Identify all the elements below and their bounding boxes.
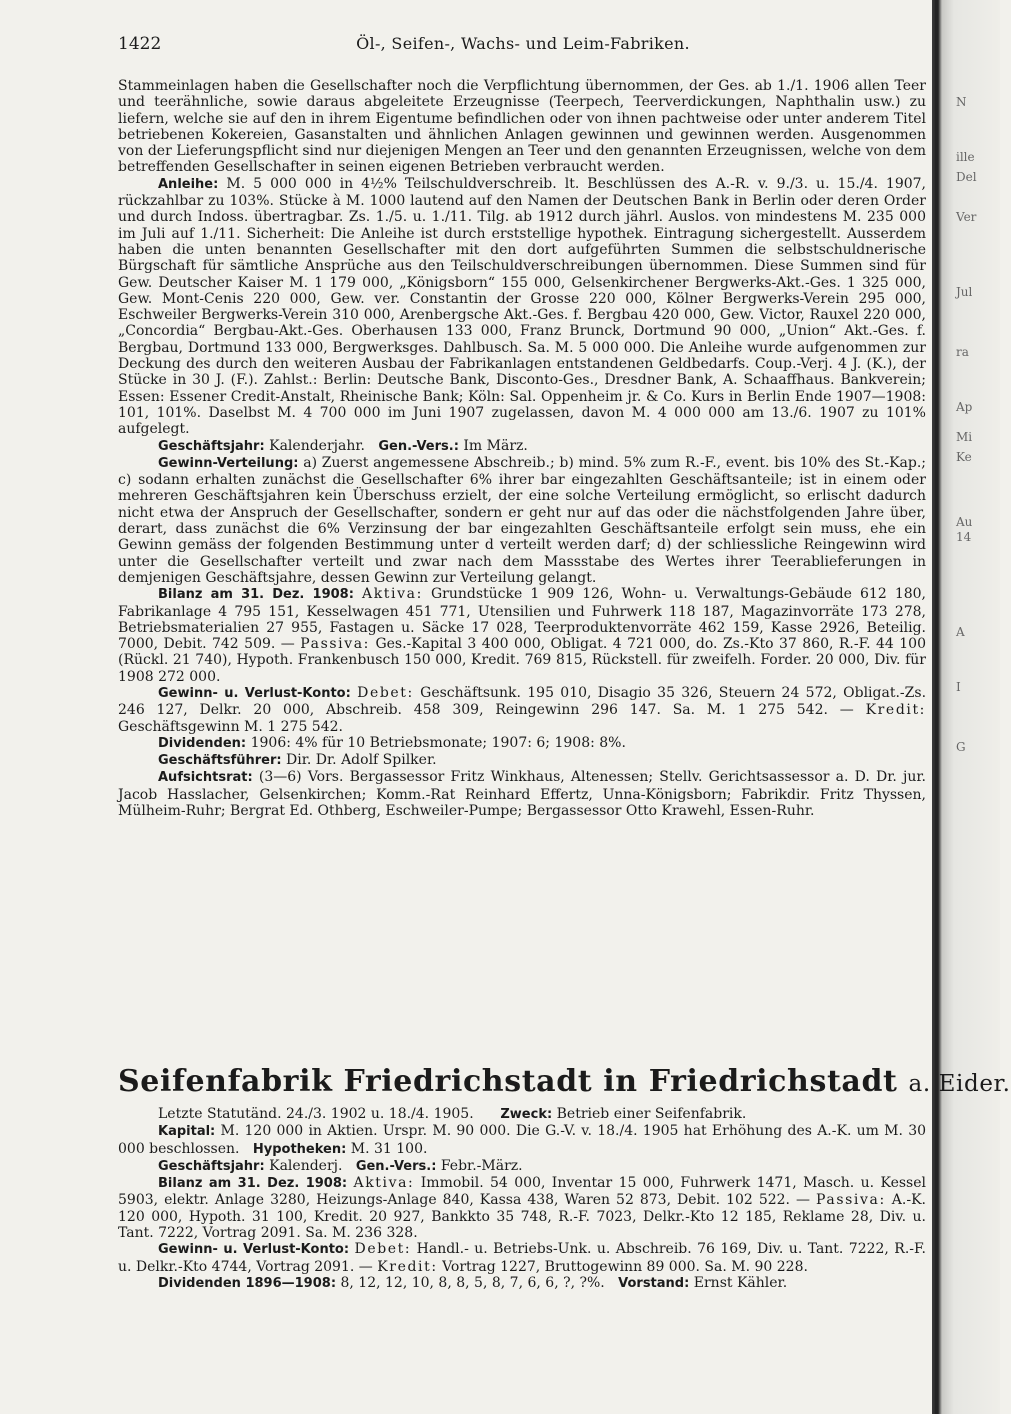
hypotheken-label: Hypotheken: <box>252 1141 347 1157</box>
guv-kredit: Geschäftsgewinn M. 1 275 542. <box>118 718 343 735</box>
dividenden-label: Dividenden: <box>158 735 247 751</box>
company-entry <box>118 1106 926 1292</box>
margin-fragment: ra <box>956 345 969 359</box>
aufsichtsrat-text: (3—6) Vors. Bergassessor Fritz Winkhaus, Altenessen; Stellv. Gerichtsassessor a. D. Dr. jur. Jacob Hasslacher, Gelsenkirchen; Komm.-Rat Reinhard Effertz, Unna-Königsborn; Fabrikdir. Fritz Thyssen, Mülheim-Ruhr; Bergrat Ed. Othberg, Eschweiler-Pumpe; Bergassessor Otto Krawehl, Essen-Ruhr. <box>118 769 927 820</box>
gv-label: Gen.-Vers.: <box>378 438 459 454</box>
bilanz-aktiva: Grundstücke 1 909 126, Wohn- u. Verwaltungs-Gebäude 612 180, Fabrikanlage 4 795 151, Kesselwagen 451 771, Utensilien und Fuhrwerk 118 187, Magazinvorräte 173 278, Betriebsmaterialien 27 955, Fastagen u. Säcke 17 028, Teerproduktenvorräte 462 159, Kasse 2926, Beteilig. 7000, Debit. 742 509. — <box>118 586 926 653</box>
dividenden2-label: Dividenden 1896—1908: <box>158 1275 337 1291</box>
dividenden-text: 1906: 4% für 10 Betriebsmonate; 1907: 6; 1908: 8%. <box>250 734 626 751</box>
bilanz2-label: Bilanz am 31. Dez. 1908: <box>158 1176 348 1192</box>
hypotheken-text: M. 31 100. <box>350 1140 428 1157</box>
margin-fragment: N <box>956 95 967 109</box>
kredit2-word: Kredit: <box>377 1258 438 1275</box>
anleihe-label: Anleihe: <box>158 176 219 192</box>
gj-label: Geschäftsjahr: <box>158 438 265 454</box>
guv2-label: Gewinn- u. Verlust-Konto: <box>158 1242 350 1258</box>
running-title: Öl-, Seifen-, Wachs- und Leim-Fabriken. <box>356 34 690 53</box>
bilanz-paragraph <box>118 586 926 685</box>
gv2-text: Febr.-März. <box>440 1157 523 1174</box>
page-header <box>118 34 928 58</box>
debet-word: Debet: <box>357 684 414 701</box>
debet2-word: Debet: <box>354 1241 412 1258</box>
gj-text: Kalenderjahr. <box>269 437 365 454</box>
bilanz-label: Bilanz am 31. Dez. 1908: <box>158 587 354 603</box>
statut-paragraph <box>118 1106 926 1123</box>
guv2-paragraph <box>118 1241 926 1275</box>
anleihe-text: M. 5 000 000 in 4½% Teilschuldverschreib. lt. Beschlüssen des A.-R. v. 9./3. u. 15./4. 1907, rückzahlbar zu 103%. Stücke à M. 1000 lautend auf den Namen der Deutschen Bank in Berlin oder deren Order und durch Indoss. übertragbar. Zs. 1./5. u. 1./11. Tilg. ab 1912 durch jährl. Auslos. von mindestens M. 235 000 im Juli auf 1./11. Sicherheit: Die Anleihe ist durch erststellige hypothek. Eintragung sichergestellt. Ausserdem haben die unten benannten Gesellschafter mit den dort aufgeführten Summen die selbstschuldnerische Bürgschaft für sämtliche Ansprüche aus den Teilschuldverschreibungen übernommen. Diese Summen sind für Gew. Deutscher Kaiser M. 1 179 000, „Königsborn“ 155 000, Gelsenkirchener Bergwerks-Akt.-Ges. 1 325 000, Gew. Mont-Cenis 220 000, Gew. ver. Constantin der Grosse 220 000, Kölner Bergwerks-Verein 295 000, Eschweiler Bergwerks-Verein 310 000, Arenbergsche Akt.-Ges. f. Bergbau 420 000, Gew. Victor, Rauxel 220 000, „Concordia“ Bergbau-Akt.-Ges. Oberhausen 133 000, Franz Brunck, Dortmund 90 000, „Union“ Akt.-Ges. f. Bergbau, Dortmund 133 000, Bergwerksges. Dahlbusch. Sa. M. 5 000 000. Die Anleihe wurde aufgenommen zur Deckung des durch den weiteren Ausbau der Fabrikanlagen entstandenen Geldbedarfs. Coup.-Verj. 4 J. (K.), der Stücke in 30 J. (F.). Zahlst.: Berlin: Deutsche Bank, Disconto-Ges., Dresdner Bank, A. Schaaffhaus. Bankverein; Essen: Essener Credit-Anstalt, Rheinische Bank; Köln: Sal. Oppenheim jr. & Co. Kurs in Berlin Ende 1907—1908: 101, 101%. Daselbst M. 4 700 000 im Juni 1907 zugelassen, davon M. 4 000 000 am 13./6. 1907 zu 101% aufgelegt. <box>118 175 926 438</box>
margin-fragment: Ap <box>956 400 973 414</box>
margin-fragment: ille <box>956 150 975 164</box>
margin-fragment: Au <box>956 515 973 529</box>
aufsichtsrat-label: Aufsichtsrat: <box>158 770 253 786</box>
guv-debet: Geschäftsunk. 195 010, Disagio 35 326, Steuern 24 572, Obligat.-Zs. 246 127, Delkr. 20 000, Abschreib. 458 309, Reingewinn 296 147. Sa. M. 1 275 542. — <box>118 684 927 719</box>
dividenden-paragraph <box>118 735 926 752</box>
geschaeftsjahr2-paragraph <box>118 1158 926 1175</box>
anleihe-paragraph <box>118 176 926 438</box>
company-heading <box>118 1064 1011 1099</box>
gv2-label: Gen.-Vers.: <box>355 1158 437 1174</box>
company-title: Seifenfabrik Friedrichstadt in Friedrichstadt <box>118 1064 898 1099</box>
kapital-text: M. 120 000 in Aktien. Urspr. M. 90 000. Die G.-V. v. 18./4. 1905 hat Erhöhung des A.-K. um M. 30 000 beschlossen. <box>118 1123 927 1157</box>
guv2-debet: Handl.- u. Betriebs-Unk. u. Abschreib. 76 169, Div. u. Tant. 7222, R.-F. u. Delkr.-Kto 4744, Vortrag 2091. — <box>118 1241 927 1275</box>
aktiva-word: Aktiva: <box>362 586 423 603</box>
margin-fragment: Mi <box>956 430 973 444</box>
margin-fragment: Jul <box>956 285 973 299</box>
margin-fragment: I <box>956 680 961 694</box>
passiva2-word: Passiva: <box>816 1192 886 1209</box>
aufsichtsrat-paragraph <box>118 769 926 819</box>
dividenden2-paragraph <box>118 1275 926 1292</box>
guv-label: Gewinn- u. Verlust-Konto: <box>158 685 351 701</box>
margin-fragment: A <box>956 625 965 639</box>
margin-fragment: 14 <box>956 530 972 544</box>
margin-fragment: G <box>956 740 966 754</box>
bilanz2-paragraph <box>118 1175 926 1241</box>
geschaeftsfuehrer-paragraph <box>118 752 926 769</box>
margin-fragment: Del <box>956 170 977 184</box>
gf-label: Geschäftsführer: <box>158 753 282 769</box>
bilanz2-passiva: A.-K. 120 000, Hypoth. 31 100, Kredit. 20 927, Bankkto 35 748, R.-F. 7023, Delkr.-Kto 12 185, Reklame 28, Div. u. Tant. 7222, Vortrag 2091. Sa. M. 236 328. <box>118 1192 926 1242</box>
bilanz-passiva: Ges.-Kapital 3 400 000, Obligat. 4 721 000, do. Zs.-Kto 37 860, R.-F. 44 100 (Rückl. 21 740), Hypoth. Frankenbusch 150 000, Kredit. 769 815, Rückstell. für zweifelh. Forder. 20 000, Div. für 1908 272 000. <box>118 636 926 685</box>
margin-fragment: Ver <box>956 210 977 224</box>
passiva-word: Passiva: <box>300 636 370 653</box>
geschaeftsjahr-paragraph <box>118 438 926 455</box>
gv-text: Im März. <box>463 437 528 454</box>
vorstand-label: Vorstand: <box>618 1275 690 1291</box>
guv-paragraph <box>118 685 926 735</box>
zweck-text: Betrieb einer Seifenfabrik. <box>556 1106 747 1122</box>
bilanz2-aktiva: Immobil. 54 000, Inventar 15 000, Fuhrwerk 1471, Masch. u. Kessel 5903, elektr. Anlage 3280, Heizungs-Anlage 840, Kassa 438, Waren 52 873, Debit. 102 522. — <box>118 1175 926 1209</box>
vorstand-text: Ernst Kähler. <box>693 1274 788 1291</box>
gf-text: Dir. Dr. Adolf Spilker. <box>286 752 437 769</box>
page-number: 1422 <box>118 34 162 54</box>
margin-fragment: Ke <box>956 450 972 464</box>
dividenden2-text: 8, 12, 12, 10, 8, 8, 5, 8, 7, 6, 6, ?, ?%. <box>340 1274 605 1291</box>
gewinn-verteilung-paragraph <box>118 455 926 586</box>
statut-text: Letzte Statutänd. 24./3. 1902 u. 18./4. 1905. <box>158 1106 474 1122</box>
intro-paragraph: Stammeinlagen haben die Gesellschafter noch die Verpflichtung übernommen, der Ges. ab 1./1. 1906 allen Teer und teerähnliche, sowie daraus abgeleitete Erzeugnisse (Teerpech, Teerverdickungen, Naphthalin usw.) zu liefern, welche sie auf den in ihrem Eigentume befindlichen oder von ihnen pachtweise oder unter anderem Titel betriebenen Kokereien, Gasanstalten und ähnlichen Anlagen gewinnen und gewinnen werden. Ausgenommen von der Lieferungspflicht sind nur diejenigen Mengen an Teer und den genannten Erzeugnissen, welche von dem betreffenden Gesellschafter in seinen eigenen Betrieben verbraucht werden. <box>118 78 926 176</box>
gutter-shadow <box>935 0 938 1414</box>
kredit-word: Kredit: <box>865 702 926 719</box>
kapital-label: Kapital: <box>158 1124 216 1140</box>
zweck-label: Zweck: <box>500 1107 553 1122</box>
kapital-paragraph <box>118 1123 926 1158</box>
gewinn-verteilung-label: Gewinn-Verteilung: <box>158 455 299 471</box>
company-title-suffix: a. Eider. <box>908 1071 1011 1097</box>
guv2-kredit: Vortrag 1227, Bruttogewinn 89 000. Sa. M. 90 228. <box>442 1258 808 1275</box>
entry-continuation <box>118 78 926 819</box>
gj2-label: Geschäftsjahr: <box>158 1158 265 1174</box>
gewinn-verteilung-text: a) Zuerst angemessene Abschreib.; b) mind. 5% zum R.-F., event. bis 10% des St.-Kap.; c) sodann erhalten zunächst die Gesellschafter 6% ihrer bar eingezahlten Geschäftsanteile; ist in einem oder mehreren Geschäftsjahren kein Überschuss erzielt, der eine solche Verteilung ermöglicht, so erlischt dadurch nicht etwa der Anspruch der Gesellschafter, sondern er geht nur auf das oder die nächstfolgenden Jahre über, derart, dass zunächst die 6% Verzinsung der bar eingezahlten Geschäftsanteile erfolgt sein muss, ehe ein Gewinn gemäss der folgenden Bestimmung unter d verteilt werden darf; d) der schliessliche Reingewinn wird unter die Gesellschafter verteilt und zwar nach dem Massstabe des Wertes ihrer Teerablieferungen in demjenigen Geschäftsjahre, dessen Gewinn zur Verteilung gelangt. <box>118 454 927 586</box>
aktiva2-word: Aktiva: <box>353 1175 415 1192</box>
gj2-text: Kalenderj. <box>269 1157 343 1174</box>
